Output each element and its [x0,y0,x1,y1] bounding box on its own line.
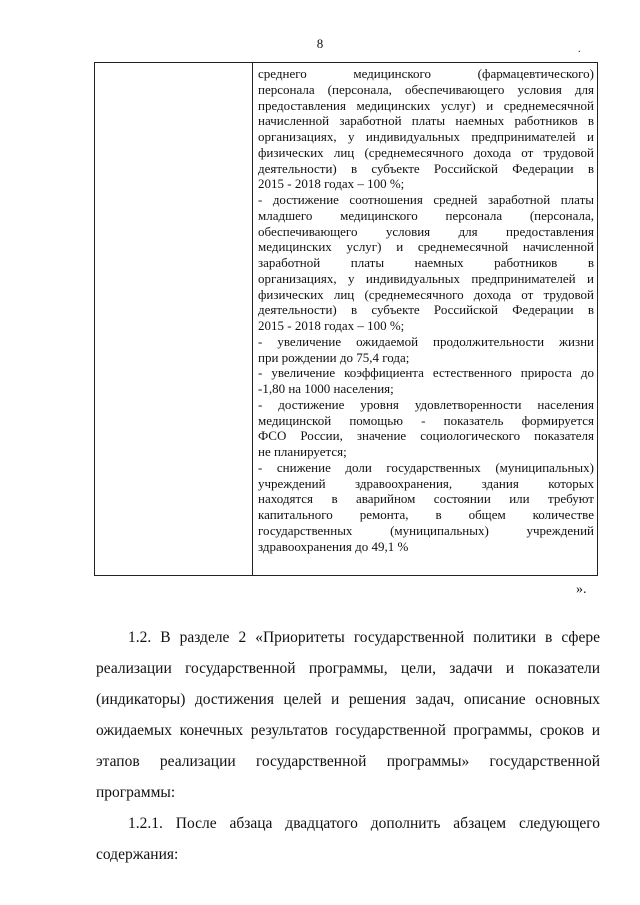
cell-line: при рождении до 75,4 года; [258,349,410,365]
cell-line: капитального ремонта, в общем количестве [258,507,594,522]
cell-line: 2015 - 2018 годах – 100 %; [258,176,405,192]
cell-line: деятельности) в субъекте Российской Федерации в [258,160,594,176]
cell-line: предоставления медицинских услуг) и среднемесячной [258,97,594,113]
body-line: ожидаемых конечных результатов государственной программы, сроков и [96,722,600,739]
cell-line: - достижение уровня удовлетворенности населения [258,396,594,412]
cell-line: ФСО России, значение социологического показателя [258,428,594,444]
cell-line: - увеличение коэффициента естественного прироста до [258,365,594,381]
body-paragraphs [96,622,600,870]
body-line: 1.2.1. После абзаца двадцатого дополнить абзацем следующего [128,815,600,832]
table-column-divider [252,62,253,576]
cell-line: - снижение доли государственных (муниципальных) [258,459,594,475]
cell-line: физических лиц (среднемесячного дохода от трудовой [258,144,594,160]
body-line: 1.2. В разделе 2 «Приоритеты государственной политики в сфере [128,629,600,646]
cell-line: заработной платы наемных работников в [258,255,594,270]
cell-line: начисленной заработной платы наемных работников в [258,113,594,129]
body-line: содержания: [96,846,179,863]
cell-line: - достижение соотношения средней заработной платы [258,192,594,207]
body-line: программы: [96,784,176,801]
cell-line: медицинских услуг) и среднемесячной начисленной [258,239,594,255]
cell-line: младшего медицинского персонала (персонала, [258,207,594,223]
cell-line: учреждений здравоохранения, здания которых [258,475,594,491]
cell-line: обеспечивающего условия для предоставления [258,223,594,239]
cell-line: среднего медицинского (фармацевтического) [258,66,594,81]
table-cell-text [258,66,594,554]
cell-line: организациях, у индивидуальных предпринимателей и [258,129,594,144]
cell-line: - увеличение ожидаемой продолжительности жизни [258,333,594,349]
cell-line: государственных (муниципальных) учреждений [258,522,594,538]
cell-line: 2015 - 2018 годах – 100 %; [258,318,405,333]
cell-line: не планируется; [258,444,347,459]
cell-line: физических лиц (среднемесячного дохода от трудовой [258,286,594,302]
cell-line: находятся в аварийном состоянии или требуют [258,491,594,507]
body-line: (индикаторы) достижения целей и решения задач, описание основных [96,691,600,708]
cell-line: деятельности) в субъекте Российской Федерации в [258,302,594,318]
body-line: этапов реализации государственной программы» государственной [96,753,600,770]
cell-line: медицинской помощью - показатель формируется [258,412,594,428]
cell-line: здравоохранения до 49,1 % [258,538,409,554]
cell-line: организациях, у индивидуальных предпринимателей и [258,270,594,286]
cell-line: -1,80 на 1000 населения; [258,381,394,396]
page-corner-mark: . [578,44,581,55]
page-number: 8 [316,36,324,51]
body-line: реализации государственной программы, цели, задачи и показатели [96,660,600,677]
cell-line: персонала (персонала, обеспечивающего условия для [258,81,594,97]
closing-quote-mark: ». [576,582,587,597]
